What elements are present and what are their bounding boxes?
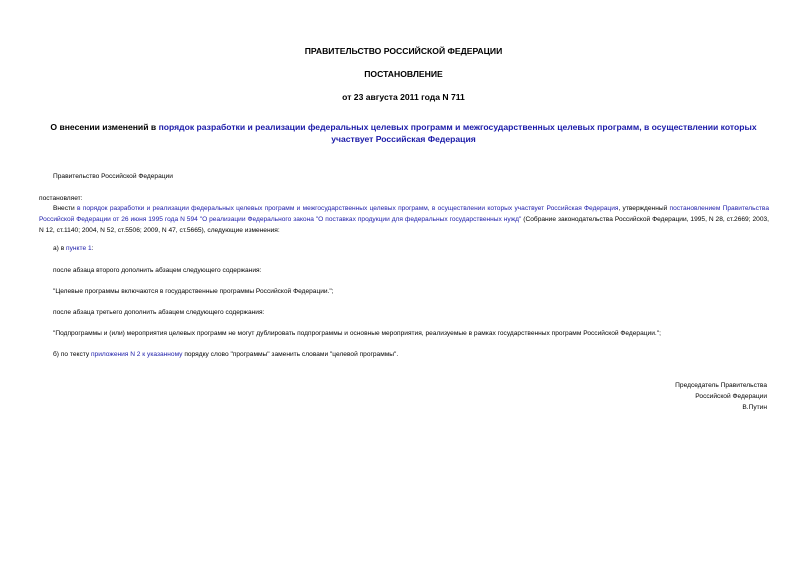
main-start: Внести <box>53 205 77 212</box>
government-heading: ПРАВИТЕЛЬСТВО РОССИЙСКОЙ ФЕДЕРАЦИИ <box>304 46 503 56</box>
item-b-suffix: порядку слово "программы" заменить словами "целевой программы". <box>182 351 399 358</box>
item-b <box>53 349 398 360</box>
item-a-prefix: а) в <box>53 245 67 252</box>
after-second-paragraph: после абзаца второго дополнить абзацем следующего содержания: <box>53 267 262 274</box>
signature-name: В.Путин <box>742 404 767 411</box>
quote-one: "Целевые программы включаются в государственные программы Российской Федерации."; <box>53 288 334 295</box>
document-type-heading: ПОСТАНОВЛЕНИЕ <box>364 69 443 79</box>
main-paragraph <box>39 203 769 236</box>
signature-block <box>527 380 767 413</box>
title-prefix: О внесении изменений в <box>50 122 159 132</box>
main-end: (Собрание законодательства Российской Федерации, 1995, N 28, ст.2669; 2003, N 12, ст.1140; 2004, N 52, ст.5506; 2009, N 47, ст.5665), следующие изменения: <box>39 216 769 234</box>
signature-country: Российской Федерации <box>695 393 767 400</box>
title-link[interactable]: порядок разработки и реализации федеральных целевых программ и межгосударственных целевых программ, в осуществлении которых участвует Российская Федерация <box>158 122 757 144</box>
quote-two: "Подпрограммы и (или) мероприятия целевых программ не могут дублировать подпрограммы и основные мероприятия, реализуемые в рамках государственных программ Российской Федерации."; <box>53 330 661 337</box>
item-a <box>53 243 93 254</box>
item-a-link[interactable]: пункте 1 <box>66 245 92 252</box>
item-a-suffix: : <box>91 245 94 252</box>
document-title <box>50 121 757 145</box>
procedure-link[interactable]: в порядок разработки и реализации федеральных целевых программ и межгосударственных целевых программ, в осуществлении которых участвует Российская Федерация <box>76 205 619 212</box>
main-mid: , утвержденный <box>618 205 670 212</box>
intro-text: Правительство Российской Федерации <box>53 173 173 180</box>
resolution-link[interactable]: постановлением Правительства Российской Федерации от 26 июня 1995 года N 594 "О реализации Федерального закона "О поставках продукции для федеральных государственных нужд" <box>39 205 769 223</box>
signature-title: Председатель Правительства <box>675 382 767 389</box>
item-b-link[interactable]: приложения N 2 к указанному <box>90 351 183 358</box>
item-b-prefix: б) по тексту <box>53 351 91 358</box>
resolves-text: постановляет: <box>39 195 83 202</box>
after-third-paragraph: после абзаца третьего дополнить абзацем следующего содержания: <box>53 309 265 316</box>
date-number-heading: от 23 августа 2011 года N 711 <box>342 92 465 102</box>
